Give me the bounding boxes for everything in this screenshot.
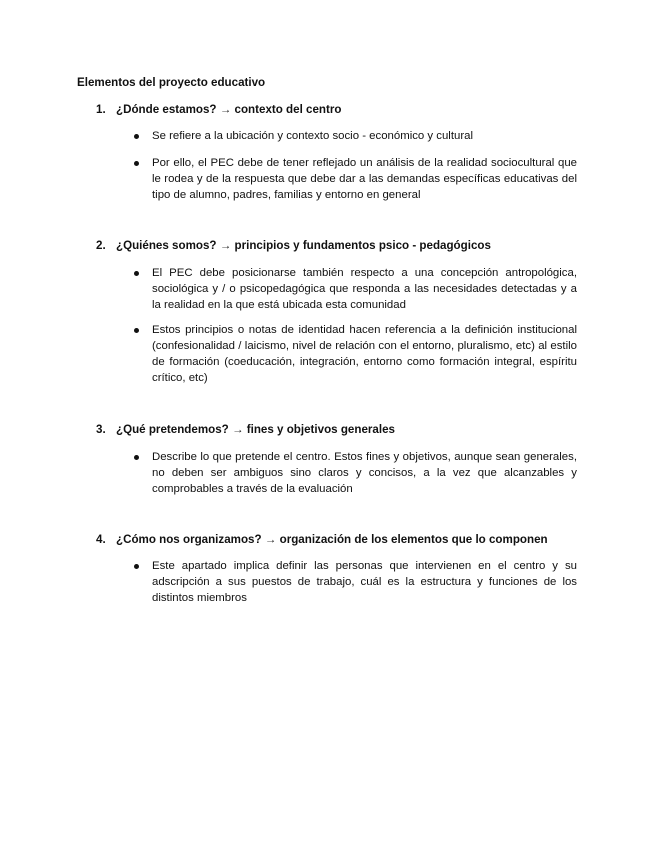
section-number: 4. (96, 533, 106, 546)
section-heading (96, 422, 395, 438)
section-number: 2. (96, 239, 106, 252)
section-number: 1. (96, 103, 106, 116)
list-item-text: Este apartado implica definir las personas que intervienen en el centro y su adscripción a sus puestos de trabajo, cuál es la estructura y funciones de los distintos miembros (152, 560, 577, 604)
bullet-icon (134, 328, 139, 333)
list-item-text: Se refiere a la ubicación y contexto socio - económico y cultural (152, 130, 473, 142)
section-title: ¿Quiénes somos? → principios y fundamentos psico - pedagógicos (116, 239, 491, 252)
bullet-icon (134, 564, 139, 569)
section-title: ¿Dónde estamos? → contexto del centro (116, 103, 342, 116)
section-title: ¿Qué pretendemos? → fines y objetivos generales (116, 423, 395, 436)
section-title: ¿Cómo nos organizamos? → organización de los elementos que lo componen (116, 533, 548, 546)
section-heading (96, 102, 341, 118)
document-title: Elementos del proyecto educativo (77, 76, 266, 89)
bullet-icon (134, 271, 139, 276)
list-item-text: Describe lo que pretende el centro. Estos fines y objetivos, aunque sean generales, no deben ser ambiguos sino claros y concisos, a la vez que alcanzables y comprobables a través de la evaluación (152, 451, 577, 495)
list-item-text: Por ello, el PEC debe de tener reflejado un análisis de la realidad sociocultural que le rodea y de la respuesta que debe dar a las demandas específicas educativas del tipo de alumno, padres, familias y entorno en general (152, 157, 577, 201)
bullet-icon (134, 134, 139, 139)
section-heading (96, 532, 548, 548)
bullet-icon (134, 455, 139, 460)
list-item-text: El PEC debe posicionarse también respecto a una concepción antropológica, sociológica y / o psicopedagógica que responda a las necesidades detectadas y a la realidad en la que está ubicada esta comunidad (152, 267, 577, 311)
bullet-icon (134, 161, 139, 166)
list-item-text: Estos principios o notas de identidad hacen referencia a la definición institucional (confesionalidad / laicismo, nivel de relación con el entorno, pluralismo, etc) al estilo de formación (coeducación, integración, entorno como formación integral, espíritu crítico, etc) (152, 324, 577, 384)
section-heading (96, 238, 491, 254)
section-number: 3. (96, 423, 106, 436)
